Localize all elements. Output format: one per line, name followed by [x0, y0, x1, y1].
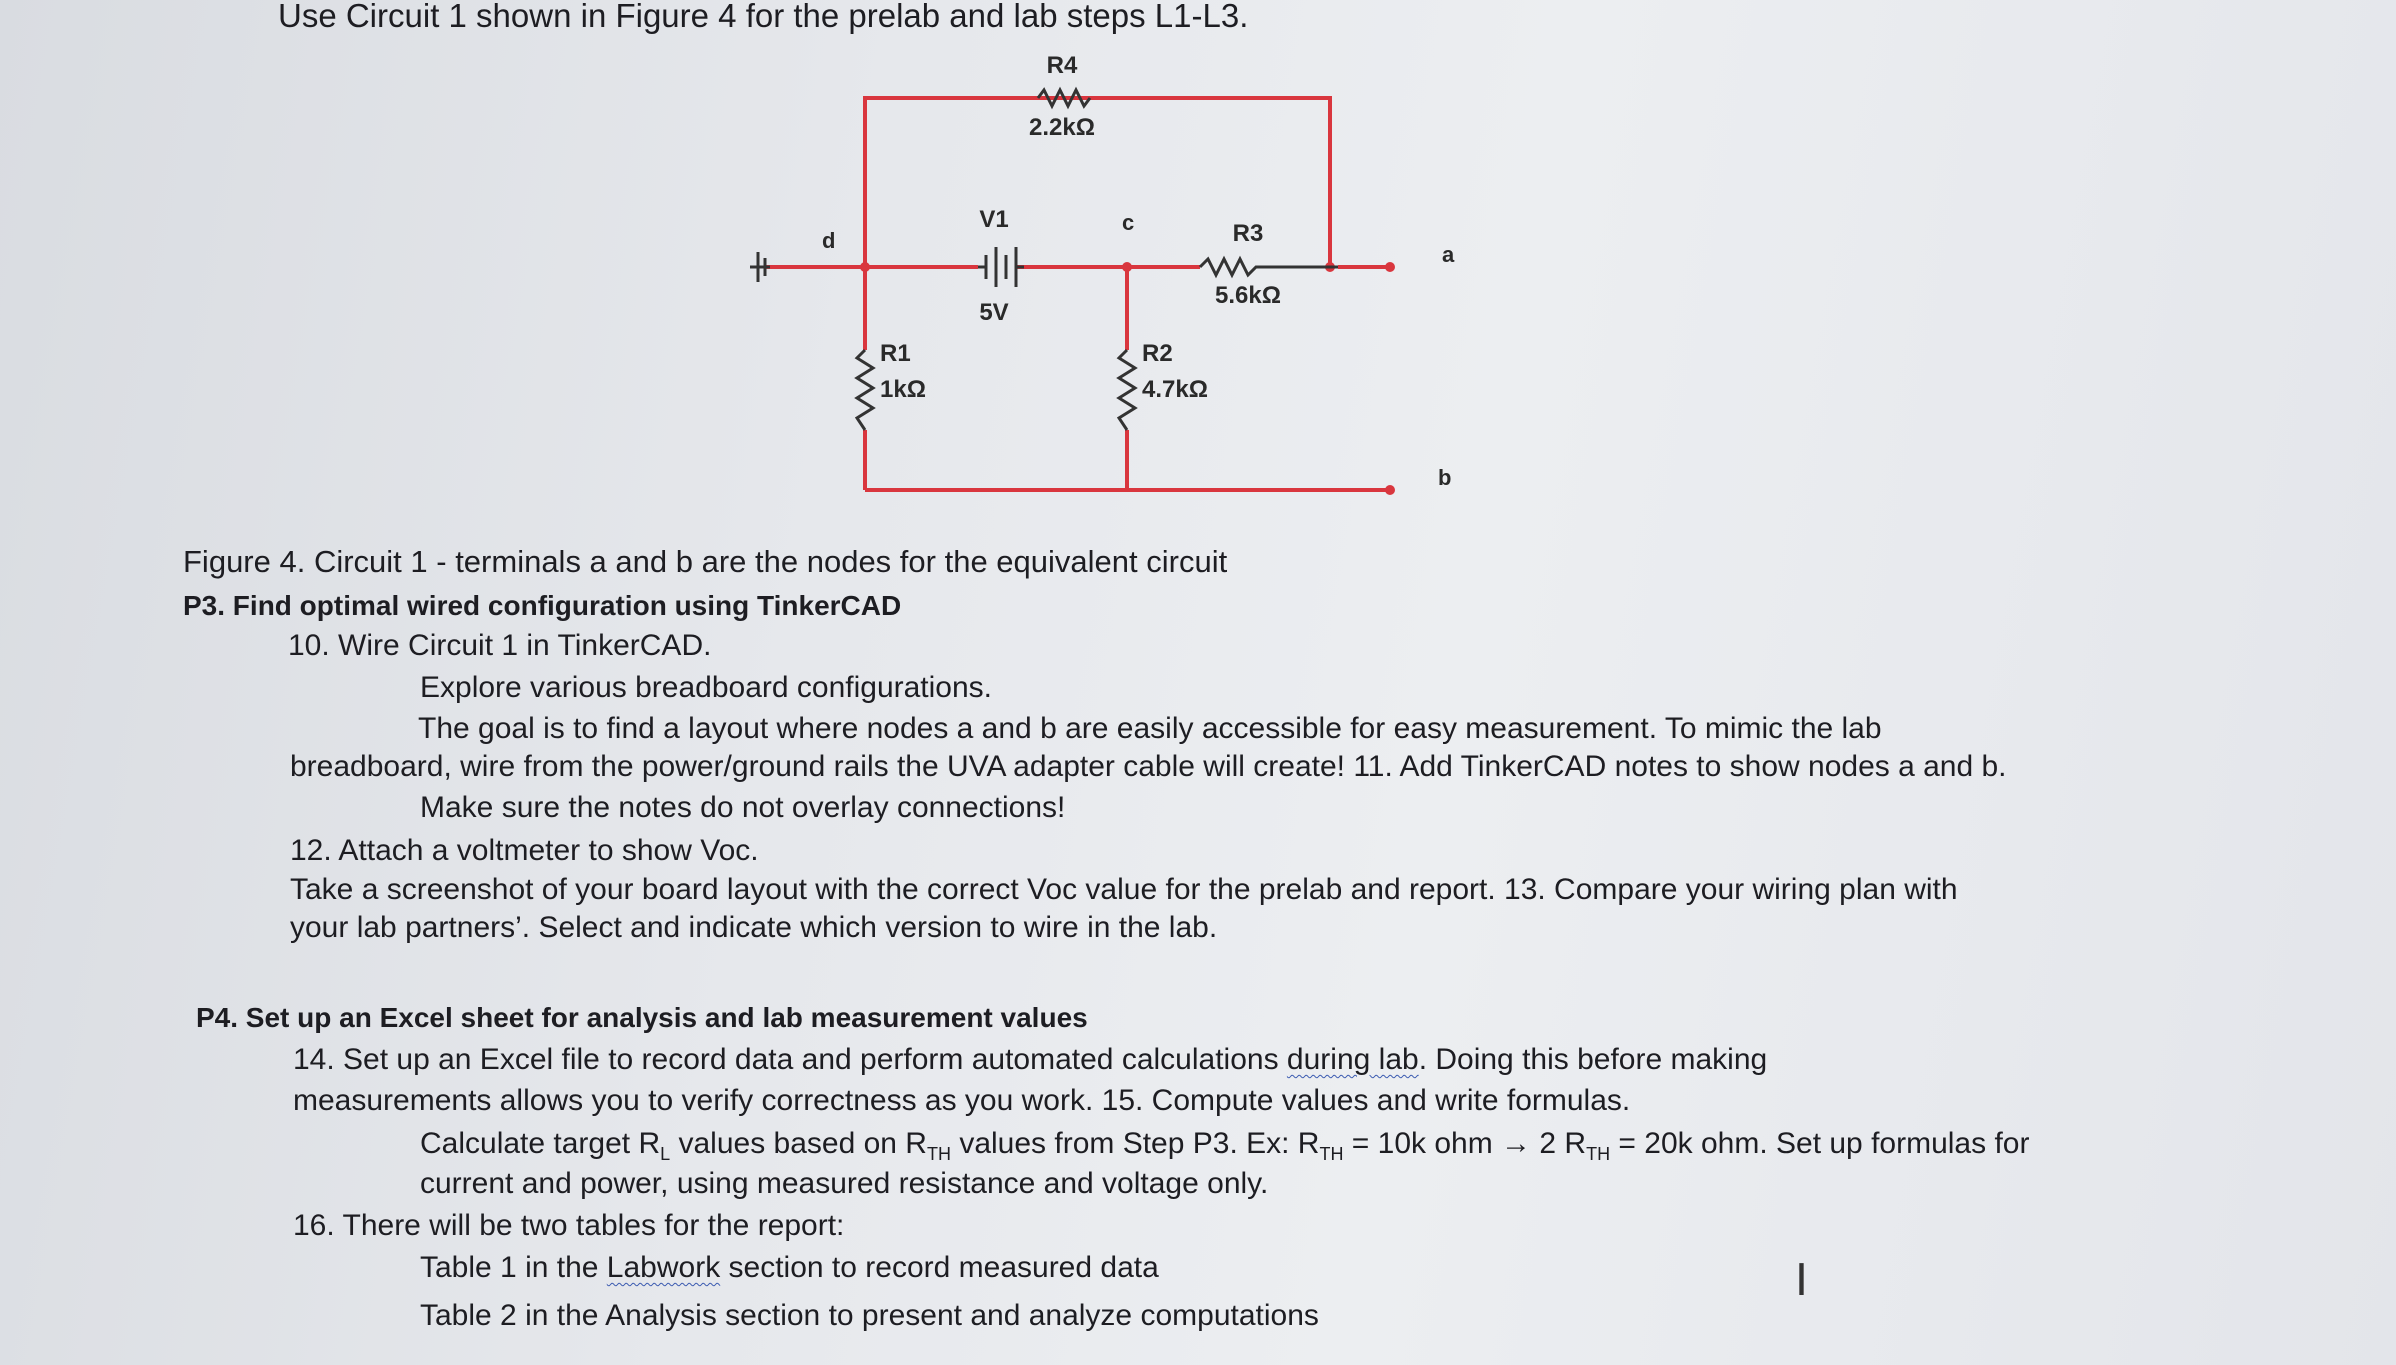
table1-pre: Table 1 in the: [420, 1251, 607, 1284]
p4-calc-b: current and power, using measured resistance and voltage only.: [420, 1167, 1269, 1200]
r2-resistor-icon: [1119, 350, 1135, 430]
p3-screenshot: Take a screenshot of your board layout with the correct Voc value for the prelab and report. 13. Compare your wiring plan with: [290, 873, 1958, 906]
r2-value: 4.7kΩ: [1142, 376, 1208, 403]
p4-table1: [420, 1250, 1159, 1286]
terminal-a-dot: [1385, 262, 1395, 272]
p4-step16: 16. There will be two tables for the report:: [293, 1209, 845, 1242]
node-b-label: b: [1438, 465, 1452, 490]
r3-value: 5.6kΩ: [1215, 282, 1281, 309]
calc-sub-th3: TH: [1586, 1144, 1611, 1164]
figure-caption: Figure 4. Circuit 1 - terminals a and b are the nodes for the equivalent circuit: [183, 544, 1228, 579]
r3-resistor-icon: [1200, 259, 1338, 275]
page-heading: Use Circuit 1 shown in Figure 4 for the prelab and lab steps L1-L3.: [278, 0, 1249, 34]
r2-name: R2: [1142, 340, 1173, 367]
v1-value: 5V: [979, 299, 1009, 326]
p4-step14-post: . Doing this before making: [1418, 1043, 1768, 1076]
v1-battery-icon: [978, 247, 1024, 287]
node-a-label: a: [1442, 242, 1455, 267]
table1-spellcheck: Labwork: [606, 1251, 721, 1284]
p3-step10: 10. Wire Circuit 1 in TinkerCAD.: [288, 629, 712, 662]
left-terminal-icon: [750, 252, 770, 282]
calc-part5: = 20k ohm. Set up formulas for: [1610, 1127, 2030, 1160]
calc-part1: Calculate target R: [420, 1127, 661, 1160]
r1-name: R1: [880, 340, 911, 367]
v1-name: V1: [979, 206, 1009, 233]
p3-partners: your lab partners’. Select and indicate which version to wire in the lab.: [290, 911, 1218, 944]
junction-c: [1122, 262, 1132, 272]
circuit-wires: [740, 40, 1390, 490]
p3-title: P3. Find optimal wired configuration using TinkerCAD: [183, 590, 902, 621]
r1-resistor-icon: [857, 350, 873, 430]
p4-step14-spellcheck: during lab: [1286, 1043, 1419, 1076]
r1-value: 1kΩ: [880, 376, 926, 403]
p4-step14-pre: 14. Set up an Excel file to record data and perform automated calculations: [293, 1043, 1287, 1076]
p3-explore: Explore various breadboard configurations.: [420, 671, 993, 704]
r4-name: R4: [1046, 52, 1078, 79]
p3-breadboard: breadboard, wire from the power/ground rails the UVA adapter cable will create! 11. Add TinkerCAD notes to show nodes a and b.: [290, 750, 2007, 783]
calc-sub-th1: TH: [926, 1144, 951, 1164]
p4-step14: [293, 1042, 1767, 1078]
table1-post: section to record measured data: [720, 1251, 1159, 1284]
calc-part2: values based on R: [670, 1127, 927, 1160]
p3-goal: The goal is to find a layout where nodes a and b are easily accessible for easy measurement. To mimic the lab: [418, 712, 1882, 745]
p4-title: P4. Set up an Excel sheet for analysis and lab measurement values: [196, 1002, 1088, 1033]
r3-name: R3: [1232, 220, 1264, 247]
node-c-label: c: [1122, 210, 1135, 235]
calc-sub-th2: TH: [1319, 1144, 1344, 1164]
junction-d: [860, 262, 870, 272]
text-cursor-icon: I: [1795, 1255, 1808, 1306]
circuit-diagram: [740, 40, 1470, 510]
calc-part3: values from Step P3. Ex: R: [950, 1127, 1320, 1160]
p4-step14b: measurements allows you to verify correctness as you work. 15. Compute values and write formulas.: [293, 1084, 1631, 1117]
calc-part4: = 10k ohm → 2 R: [1343, 1127, 1587, 1160]
calc-sub-l: L: [660, 1144, 671, 1164]
p4-table2: Table 2 in the Analysis section to present and analyze computations: [420, 1299, 1319, 1332]
p3-step12: 12. Attach a voltmeter to show Voc.: [290, 834, 759, 867]
node-d-label: d: [822, 228, 836, 253]
terminal-b-dot: [1385, 485, 1395, 495]
p3-notes: Make sure the notes do not overlay connections!: [420, 791, 1066, 824]
r4-value: 2.2kΩ: [1029, 114, 1095, 141]
